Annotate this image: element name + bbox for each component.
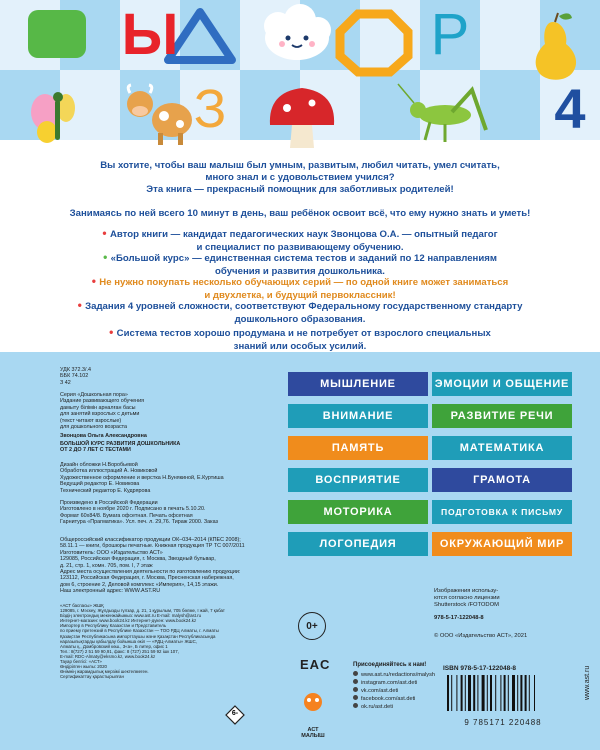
topic-tile bbox=[288, 468, 428, 492]
barcode-bar bbox=[482, 675, 485, 711]
barcode-bar bbox=[495, 675, 496, 711]
cloud-icon bbox=[264, 4, 331, 60]
green-shape bbox=[28, 10, 86, 58]
topic-label: ОКРУЖАЮЩИЙ МИР bbox=[439, 538, 565, 550]
feature-text: дошкольного образования. bbox=[234, 313, 366, 325]
topic-label: ПАМЯТЬ bbox=[331, 442, 385, 454]
mushroom-icon bbox=[270, 88, 334, 148]
social-text: www.ast.ru/redactions/malysh bbox=[361, 672, 435, 678]
bullet-icon: • bbox=[91, 274, 100, 288]
barcode-bar bbox=[500, 675, 501, 711]
social-link[interactable] bbox=[353, 695, 435, 703]
feature-text: обучения и развития дошкольника. bbox=[215, 265, 385, 277]
topic-tile bbox=[432, 532, 572, 556]
join-us: Присоединяйтесь к нам! bbox=[353, 662, 427, 668]
topic-label: МЫШЛЕНИЕ bbox=[320, 378, 396, 390]
social-icon bbox=[353, 679, 358, 684]
site-vertical: www.ast.ru bbox=[584, 665, 591, 700]
barcode-bar bbox=[456, 675, 457, 711]
feature-text: Система тестов хорошо продумана и не потребует от взрослого специальных bbox=[116, 328, 491, 339]
feature-line bbox=[38, 327, 562, 341]
barcode-bar bbox=[504, 675, 506, 711]
credits-block: Дизайн обложки Н.Воробьевой Обработка иллюстраций А. Новиковой Художественное оформление и верстка Н.Бунякиной, Е.Куртиша Ведущий редактор Е. Новикова Технический редактор Е. Кудрярова bbox=[60, 462, 224, 494]
barcode-bar bbox=[468, 675, 471, 711]
social-link[interactable] bbox=[353, 703, 435, 711]
publisher-block: Общероссийский классификатор продукции ОК–034–2014 (КПЕС 2008); 58.11.1 — книги, брошюры печатные. Книжная продукция ТР ТС 007/2011 Изготовитель: ООО «Издательство АСТ» 129085, Российская Федерация, г. Москва, Звездный бульвар, д. 21, стр. 1, комн. 705, пом. I, 7 этаж Адрес места осуществления деятельности по изготовлению продукции: 123112, Российская Федерация, г. Москва, Пресненская набережная, дом 6, строение 2, Деловой комплекс «Империя», 14,15 этажи. Наш электронный адрес: WWW.AST.RU bbox=[60, 537, 245, 595]
topic-label: ВОСПРИЯТИЕ bbox=[315, 474, 401, 486]
bullet-icon: • bbox=[103, 250, 111, 264]
series-block: Серия «Дошкольная пора» Издание развивающего обучения дамыту бiлiмiн арналған басы для занятий взрослых с детьми (текст читают взрослые) для дошкольного возраста bbox=[60, 392, 145, 431]
isbn-small: 978-5-17-122048-8 bbox=[434, 615, 484, 621]
printing-block: Произведено в Российской Федерации Изготовлено в ноябре 2020 г. Подписано в печать 5.10.20. Формат 60х84/8. Бумага офсетная. Печать офсетная Гарнитура «Прагматика». Усл. печ. л. 29,76. Тираж 2000. Заказ bbox=[60, 500, 218, 526]
digit-four: 4 bbox=[554, 77, 586, 140]
feature-text: Не нужно покупать несколько обучающих серий — по одной книге может заниматься bbox=[99, 277, 509, 288]
feature-paragraph bbox=[38, 327, 562, 353]
barcode-bar bbox=[534, 675, 535, 711]
feature-paragraph bbox=[38, 252, 562, 278]
social-text: ok.ru/ast.deti bbox=[361, 704, 394, 710]
social-text: instagram.com/ast.deti bbox=[361, 680, 418, 686]
illustration-credit: Изображения использу- ются согласно лицензии Shutterstock /FOTODOM bbox=[434, 588, 500, 608]
eac-mark: EAC bbox=[300, 657, 331, 672]
social-link[interactable] bbox=[353, 679, 435, 687]
topic-tile bbox=[288, 436, 428, 460]
description-section bbox=[0, 155, 600, 352]
topic-tile bbox=[288, 404, 428, 428]
barcode-bar bbox=[508, 675, 509, 711]
topic-tile bbox=[432, 372, 572, 396]
barcode-bar bbox=[477, 675, 478, 711]
feature-text: Занимаясь по ней всего 10 минут в день, ваш ребёнок освоит всё, что ему нужно знать и уметь! bbox=[69, 208, 531, 219]
isbn-text: ISBN 978-5-17-122048-8 bbox=[443, 665, 516, 672]
topic-label: ЭМОЦИИ И ОБЩЕНИЕ bbox=[434, 378, 570, 390]
bullet-icon: • bbox=[102, 226, 110, 240]
feature-text: «Большой курс» — единственная система тестов и заданий по 12 направлениям bbox=[110, 253, 497, 264]
barcode bbox=[443, 675, 563, 727]
intro-line: Эта книга — прекрасный помощник для заботливых родителей! bbox=[146, 184, 454, 195]
feature-paragraph bbox=[38, 228, 562, 254]
feature-paragraph bbox=[38, 300, 562, 326]
feature-text: Автор книги — кандидат педагогических наук Звонцова О.А. — опытный педагог bbox=[109, 229, 498, 240]
bullet-icon: • bbox=[77, 298, 86, 312]
barcode-bar bbox=[512, 675, 515, 711]
barcode-bar bbox=[465, 675, 466, 711]
octagon-shape bbox=[340, 14, 408, 72]
feature-paragraph bbox=[38, 208, 562, 221]
letter-p: Р bbox=[430, 2, 470, 67]
letter-y: Ы bbox=[121, 2, 179, 67]
barcode-bar bbox=[529, 675, 530, 711]
illustration-grid bbox=[0, 0, 600, 155]
intro-line: много знал и с удовольствием учился? bbox=[205, 172, 395, 183]
barcode-bar bbox=[447, 675, 449, 711]
barcode-bar bbox=[525, 675, 527, 711]
barcode-bar bbox=[520, 675, 522, 711]
social-icon bbox=[353, 695, 358, 700]
social-link[interactable] bbox=[353, 671, 435, 679]
social-text: facebook.com/ast.deti bbox=[361, 696, 416, 702]
barcode-bar bbox=[451, 675, 452, 711]
topic-tile bbox=[288, 372, 428, 396]
social-links bbox=[353, 671, 435, 711]
digit-three: З bbox=[193, 79, 227, 139]
brand-logo bbox=[288, 690, 338, 739]
feature-text: и двухлетка, и будущий первоклассник! bbox=[204, 289, 396, 301]
feature-line bbox=[38, 300, 562, 314]
udk-block: УДК 372.3/.4 ББК 74.102 З 42 bbox=[60, 367, 91, 386]
barcode-bar bbox=[487, 675, 488, 711]
intro-line: Вы хотите, чтобы ваш малыш был умным, развитым, любил читать, умел считать, bbox=[100, 160, 500, 171]
feature-line bbox=[38, 252, 562, 266]
feature-line bbox=[38, 276, 562, 290]
topic-tile bbox=[432, 500, 572, 524]
social-icon bbox=[353, 687, 358, 692]
barcode-bar bbox=[517, 675, 518, 711]
age-badge bbox=[225, 705, 245, 725]
topic-tile bbox=[432, 436, 572, 460]
topic-label: ГРАМОТА bbox=[473, 474, 531, 486]
social-text: vk.com/ast.deti bbox=[361, 688, 399, 694]
topic-label: РАЗВИТИЕ РЕЧИ bbox=[450, 410, 554, 422]
topic-tile bbox=[288, 532, 428, 556]
pear-icon bbox=[536, 13, 576, 80]
kz-block: «АСТ баспасы» ЖШҚ 129085, г. Мәскеу, Жұлдызды гүлзар, д. 21, 1 құрылым, 705 бөлме, I жай, 7 қабат Біздің электрондық мекенжайымыз: www.ast.ru E-mail: malysh@ast.ru Интернет-магазин: www.book24.kz Интернет-дүкен: www.book24.kz Импортер в Республику Казахстан и Представитель по приему претензий в Республике Казахстан — ТОО РДЦ Алматы, г. Алматы Қазақстан Республикасына импорттаушы және Қазақстан Республикасында наразылықтарды қабылдау бойынша өкіл — «РДЦ-Алматы» ЖШС, Алматы қ., Домбровский көш., 3«а», Б литер, офис 1 Тел.: 8(727) 2 51 59 90,91, факс: 8 (727) 251 59 92 ішк 107, E-mail: RDC-Almaty@eksmo.kz, www.book24.kz Тауар белгісі: «АСТ» Өндірілген жылы: 2020 Өнімнің жарамдылық мерзімі шектелмеген. Сертификаттау қарастырылған bbox=[60, 603, 225, 680]
social-link[interactable] bbox=[353, 687, 435, 695]
social-icon bbox=[353, 671, 358, 676]
intro-text bbox=[34, 160, 566, 196]
feature-paragraph bbox=[38, 276, 562, 302]
bullet-icon: • bbox=[109, 325, 117, 339]
copyright: © ООО «Издательство АСТ», 2021 bbox=[434, 633, 528, 639]
topic-label: ВНИМАНИЕ bbox=[322, 410, 394, 422]
author-name: Звонцова Ольга Александровна bbox=[60, 433, 147, 439]
age-badge-text: 6- bbox=[231, 710, 239, 717]
topic-label: МАТЕМАТИКА bbox=[459, 442, 545, 454]
topic-tile bbox=[288, 500, 428, 524]
feature-line bbox=[38, 228, 562, 242]
feature-text: и специалист по развивающему обучению. bbox=[196, 241, 404, 253]
topic-label: ПОДГОТОВКА К ПИСЬМУ bbox=[441, 507, 563, 517]
grasshopper-icon bbox=[398, 84, 486, 142]
barcode-bar bbox=[461, 675, 463, 711]
topic-label: ЛОГОПЕДИЯ bbox=[319, 538, 397, 550]
topic-tile bbox=[432, 404, 572, 428]
barcode-digits: 9 785171 220488 bbox=[464, 718, 542, 727]
barcode-bar bbox=[490, 675, 492, 711]
social-icon bbox=[353, 703, 358, 708]
feature-line bbox=[38, 208, 562, 221]
topic-label: МОТОРИКА bbox=[323, 506, 393, 518]
feature-text: знаний или особых усилий. bbox=[233, 340, 367, 352]
brand-text: АСТ МАЛЫШ bbox=[301, 727, 325, 739]
butterfly-icon bbox=[31, 92, 75, 143]
topic-tile bbox=[432, 468, 572, 492]
book-title: БОЛЬШОЙ КУРС РАЗВИТИЯ ДОШКОЛЬНИКА ОТ 2 ДО 7 ЛЕТ С ТЕСТАМИ bbox=[60, 441, 181, 454]
age-rating bbox=[298, 612, 326, 640]
barcode-bar bbox=[473, 675, 475, 711]
feature-text: Задания 4 уровней сложности, соответствуют Федеральному государственному стандарту bbox=[85, 301, 523, 312]
age-rating-text: 0+ bbox=[306, 620, 318, 632]
